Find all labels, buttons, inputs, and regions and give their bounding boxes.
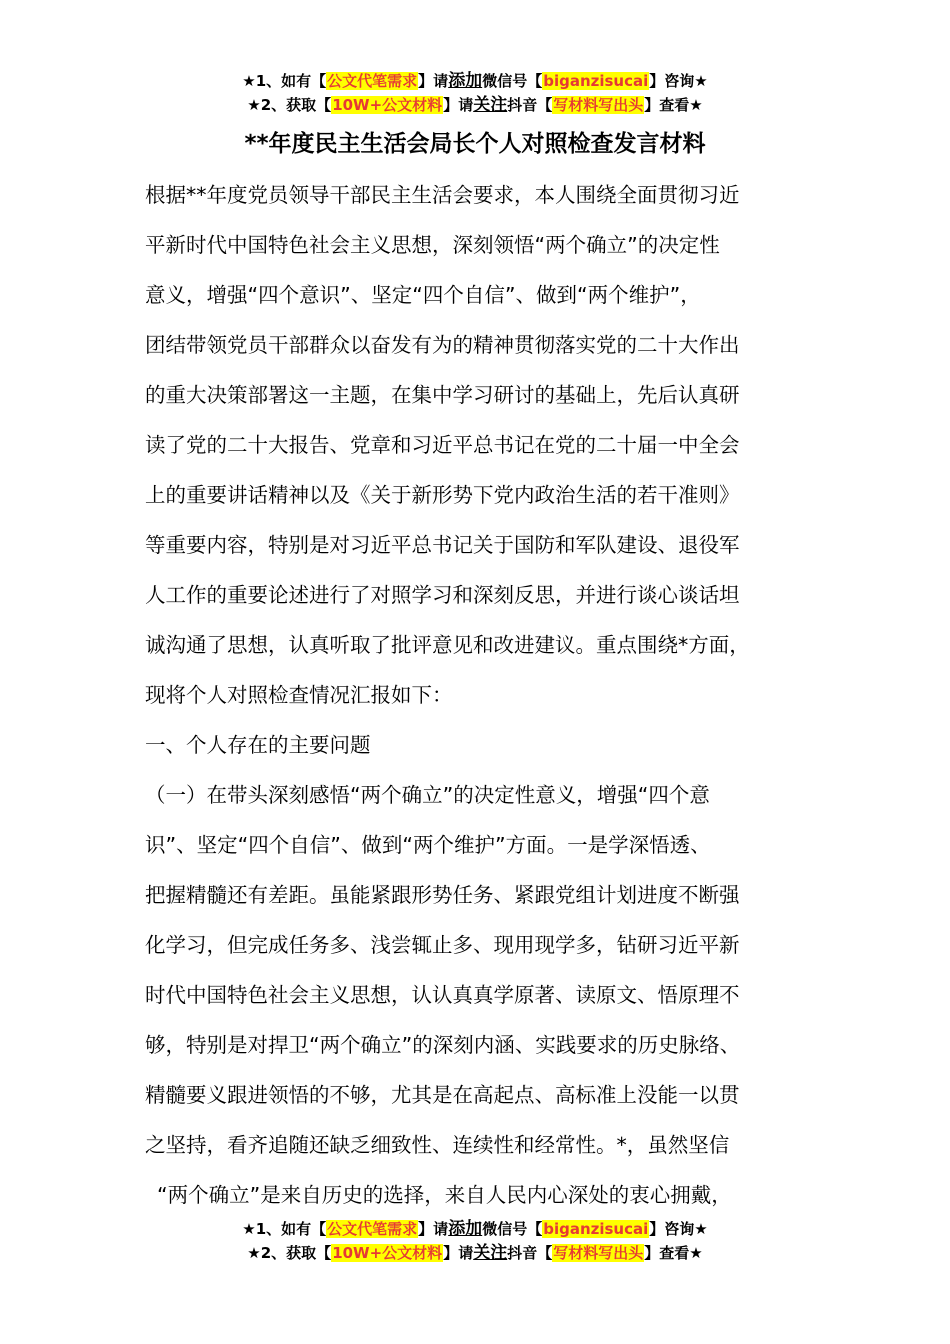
promo-text: 】查看 bbox=[644, 1244, 690, 1262]
body-line: 上的重要讲话精神以及《关于新形势下党内政治生活的若干准则》 bbox=[145, 483, 740, 507]
promo-line-1 bbox=[0, 69, 950, 93]
promo-text: 2、获取【 bbox=[260, 96, 332, 114]
star-icon: ★ bbox=[689, 1244, 703, 1262]
body-line: （一）在带头深刻感悟“两个确立”的决定性意义，增强“四个意 bbox=[145, 783, 710, 807]
body-line: 把握精髓还有差距。虽能紧跟形势任务、紧跟党组计划进度不断强 bbox=[145, 883, 740, 907]
promo-text: 】请 bbox=[418, 1220, 449, 1238]
document-title: **年度民主生活会局长个人对照检查发言材料 bbox=[244, 131, 706, 157]
promo-text: 2、获取【 bbox=[260, 1244, 332, 1262]
highlight-douyin-account: 写材料写出头 bbox=[553, 96, 644, 114]
body-line: 团结带领党员干部群众以奋发有为的精神贯彻落实党的二十大作出 bbox=[145, 333, 740, 357]
section-heading: 一、个人存在的主要问题 bbox=[145, 733, 371, 757]
star-icon: ★ bbox=[247, 96, 261, 114]
body-line: 诚沟通了思想，认真听取了批评意见和改进建议。重点围绕*方面， bbox=[145, 633, 750, 657]
body-line: 人工作的重要论述进行了对照学习和深刻反思，并进行谈心谈话坦 bbox=[145, 583, 740, 607]
promo-text: 1、如有【 bbox=[255, 1220, 327, 1238]
emphasis-text: 关注 bbox=[473, 1243, 508, 1263]
highlight-wechat-id: biganzisucai bbox=[543, 1220, 649, 1238]
body-line: “两个确立”是来自历史的选择，来自人民内心深处的衷心拥戴， bbox=[157, 1183, 732, 1207]
emphasis-text: 添加 bbox=[448, 71, 483, 91]
highlight-service: 公文代笔需求 bbox=[327, 72, 418, 90]
promo-text: 】请 bbox=[418, 72, 449, 90]
promo-text: 抖音【 bbox=[507, 1244, 553, 1262]
star-icon: ★ bbox=[242, 72, 256, 90]
body-line: 之坚持，看齐追随还缺乏细致性、连续性和经常性。*，虽然坚信 bbox=[145, 1133, 730, 1157]
promo-footer bbox=[0, 1217, 950, 1265]
promo-text: 】咨询 bbox=[649, 72, 695, 90]
promo-text: 】咨询 bbox=[649, 1220, 695, 1238]
promo-text: 抖音【 bbox=[507, 96, 553, 114]
body-line: 化学习，但完成任务多、浅尝辄止多、现用现学多，钻研习近平新 bbox=[145, 933, 740, 957]
promo-text: 微信号【 bbox=[482, 72, 543, 90]
promo-line-2 bbox=[0, 93, 950, 117]
promo-line-1 bbox=[0, 1217, 950, 1241]
body-line: 的重大决策部署这一主题，在集中学习研讨的基础上，先后认真研 bbox=[145, 383, 740, 407]
star-icon: ★ bbox=[694, 72, 708, 90]
star-icon: ★ bbox=[247, 1244, 261, 1262]
highlight-service: 公文代笔需求 bbox=[327, 1220, 418, 1238]
body-line: 平新时代中国特色社会主义思想，深刻领悟“两个确立”的决定性 bbox=[145, 233, 720, 257]
promo-text: 】请 bbox=[443, 1244, 474, 1262]
body-line: 根据**年度党员领导干部民主生活会要求，本人围绕全面贯彻习近 bbox=[145, 183, 740, 207]
promo-line-2 bbox=[0, 1241, 950, 1265]
promo-text: 】请 bbox=[443, 96, 474, 114]
star-icon: ★ bbox=[694, 1220, 708, 1238]
promo-text: 】查看 bbox=[644, 96, 690, 114]
promo-text: 微信号【 bbox=[482, 1220, 543, 1238]
body-line: 等重要内容，特别是对习近平总书记关于国防和军队建设、退役军 bbox=[145, 533, 740, 557]
promo-text: 1、如有【 bbox=[255, 72, 327, 90]
highlight-douyin-account: 写材料写出头 bbox=[553, 1244, 644, 1262]
highlight-materials: 10W+公文材料 bbox=[332, 1244, 443, 1262]
document-body bbox=[145, 170, 835, 1220]
body-line: 现将个人对照检查情况汇报如下： bbox=[145, 683, 453, 707]
body-line: 时代中国特色社会主义思想，认认真真学原著、读原文、悟原理不 bbox=[145, 983, 740, 1007]
highlight-wechat-id: biganzisucai bbox=[543, 72, 649, 90]
body-line: 读了党的二十大报告、党章和习近平总书记在党的二十届一中全会 bbox=[145, 433, 740, 457]
body-line: 意义，增强“四个意识”、坚定“四个自信”、做到“两个维护”， bbox=[145, 283, 701, 307]
emphasis-text: 添加 bbox=[448, 1219, 483, 1239]
body-line: 识”、坚定“四个自信”、做到“两个维护”方面。一是学深悟透、 bbox=[145, 833, 711, 857]
promo-header bbox=[0, 69, 950, 117]
star-icon: ★ bbox=[242, 1220, 256, 1238]
star-icon: ★ bbox=[689, 96, 703, 114]
body-line: 够，特别是对捍卫“两个确立”的深刻内涵、实践要求的历史脉络、 bbox=[145, 1033, 741, 1057]
emphasis-text: 关注 bbox=[473, 95, 508, 115]
highlight-materials: 10W+公文材料 bbox=[332, 96, 443, 114]
body-line: 精髓要义跟进领悟的不够，尤其是在高起点、高标准上没能一以贯 bbox=[145, 1083, 740, 1107]
